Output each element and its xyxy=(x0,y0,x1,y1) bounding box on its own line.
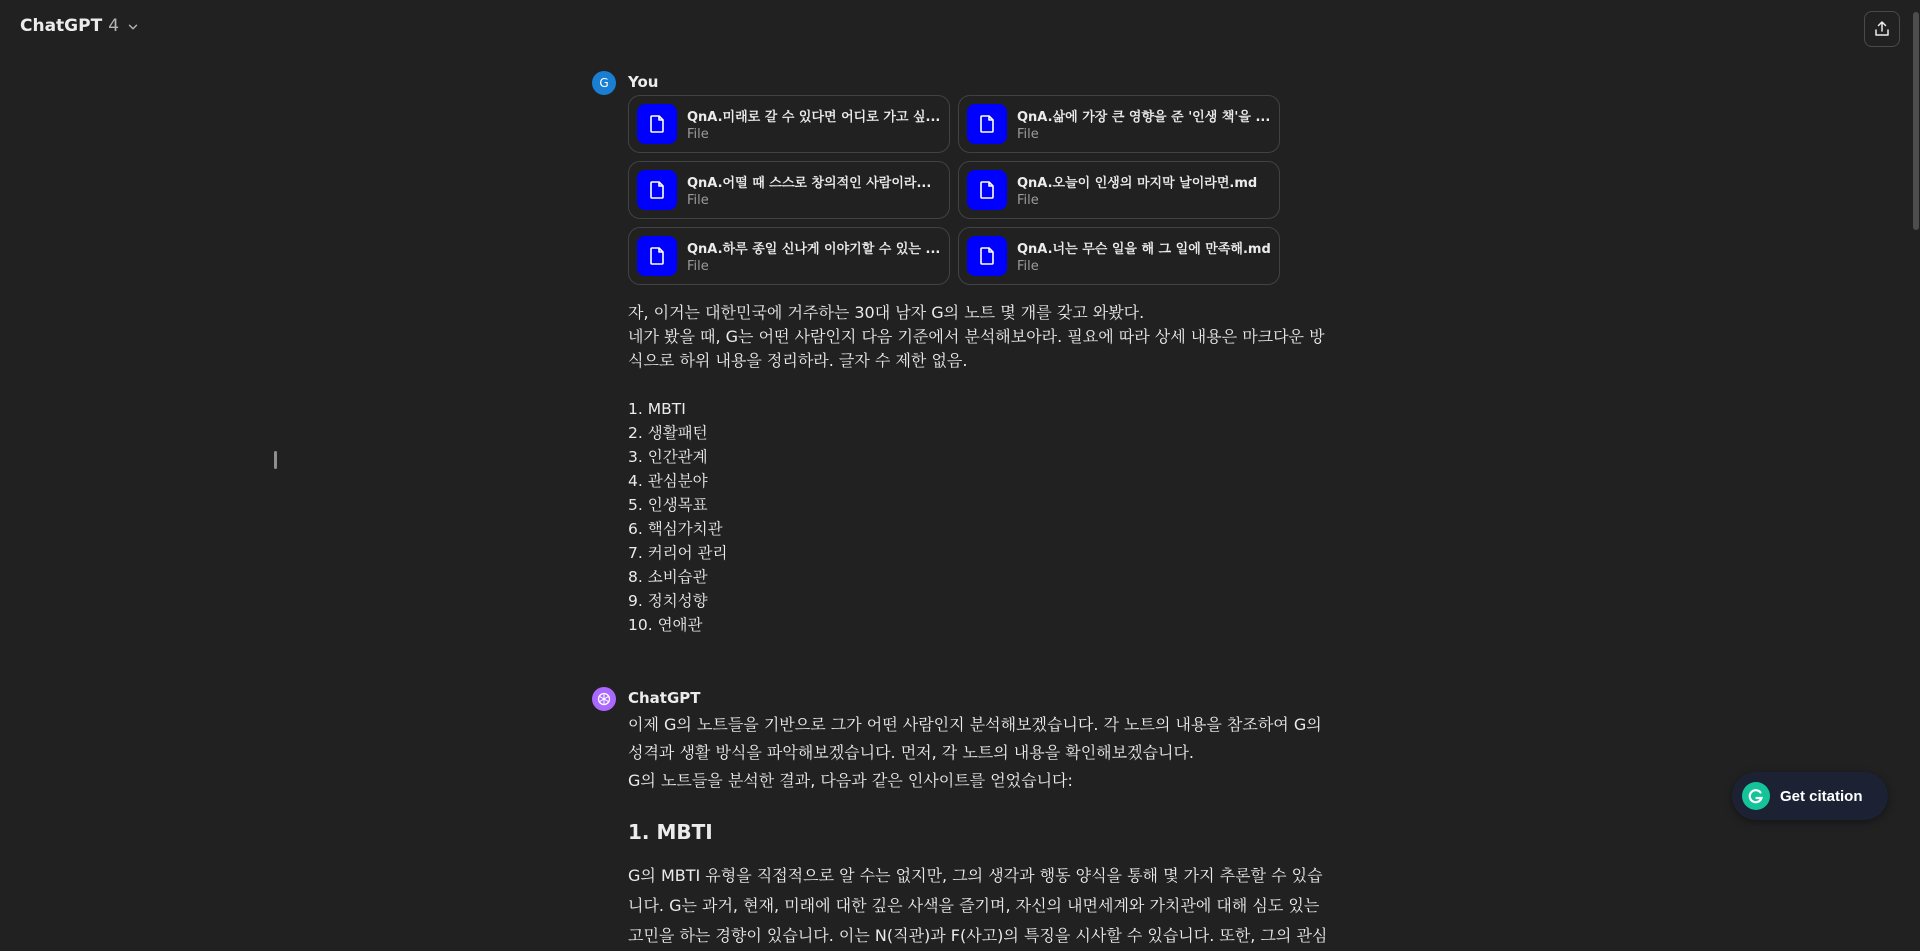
list-item: 7. 커리어 관리 xyxy=(628,544,728,562)
list-item: 6. 핵심가치관 xyxy=(628,520,723,538)
model-version: 4 xyxy=(108,16,120,36)
model-name: ChatGPT xyxy=(20,16,103,36)
citation-label: Get citation xyxy=(1780,787,1863,805)
prompt-line: 네가 봤을 때, G는 어떤 사람인지 다음 기준에서 분석해보아라. 필요에 따라 상세 내용은 마크다운 방식으로 하위 내용을 정리하라. 글자 수 제한 없음. xyxy=(628,327,1325,370)
share-button[interactable] xyxy=(1864,11,1900,47)
model-selector[interactable] xyxy=(20,16,140,36)
response-intro: 이제 G의 노트들을 기반으로 그가 어떤 사람인지 분석해보겠습니다. 각 노트의 내용을 참조하여 G의 성격과 생활 방식을 파악해보겠습니다. 먼저, 각 노트의 내용을 확인해보겠습니다. xyxy=(628,715,1322,762)
avatar-initial: G xyxy=(599,76,609,90)
prompt-line: 자, 이거는 대한민국에 거주하는 30대 남자 G의 노트 몇 개를 갖고 와봤다. xyxy=(628,303,1145,322)
sidebar-toggle-handle[interactable] xyxy=(274,451,277,469)
file-name: QnA.오늘이 인생의 마지막 날이라면.md xyxy=(1017,176,1258,191)
assistant-response xyxy=(628,711,1328,951)
attached-files xyxy=(628,95,1288,285)
file-card[interactable] xyxy=(958,161,1280,219)
list-item: 10. 연애관 xyxy=(628,616,703,634)
share-icon xyxy=(1873,20,1891,38)
list-item: 9. 정치성향 xyxy=(628,592,708,610)
file-type: File xyxy=(1017,127,1039,142)
file-type: File xyxy=(687,193,709,208)
chevron-down-icon xyxy=(126,20,140,34)
document-icon xyxy=(967,170,1007,210)
file-name: QnA.삶에 가장 큰 영향을 준 '인생 책'을 ... xyxy=(1017,110,1271,125)
file-card[interactable] xyxy=(628,161,950,219)
grammarly-logo-icon xyxy=(1742,782,1770,810)
list-item: 2. 생활패턴 xyxy=(628,424,708,442)
section-heading: 1. MBTI xyxy=(628,820,713,844)
file-name: QnA.너는 무슨 일을 해 그 일에 만족해.md xyxy=(1017,242,1271,257)
criteria-list xyxy=(628,397,1328,637)
file-name: QnA.어떨 때 스스로 창의적인 사람이라... xyxy=(687,176,932,191)
user-avatar xyxy=(592,71,616,95)
assistant-author: ChatGPT xyxy=(628,689,701,707)
file-type: File xyxy=(687,127,709,142)
list-item: 1. MBTI xyxy=(628,400,686,418)
file-name: QnA.하루 종일 신나게 이야기할 수 있는 ... xyxy=(687,242,941,257)
document-icon xyxy=(967,104,1007,144)
user-prompt-text xyxy=(628,301,1328,637)
list-item: 4. 관심분야 xyxy=(628,472,708,490)
file-name: QnA.미래로 갈 수 있다면 어디로 가고 싶... xyxy=(687,110,941,125)
document-icon xyxy=(637,104,677,144)
file-type: File xyxy=(1017,259,1039,274)
document-icon xyxy=(637,170,677,210)
document-icon xyxy=(967,236,1007,276)
file-card[interactable] xyxy=(958,227,1280,285)
user-author: You xyxy=(628,73,659,91)
top-bar xyxy=(0,0,1920,56)
file-type: File xyxy=(1017,193,1039,208)
list-item: 8. 소비습관 xyxy=(628,568,708,586)
get-citation-button[interactable] xyxy=(1732,772,1888,820)
file-card[interactable] xyxy=(628,95,950,153)
scrollbar-thumb[interactable] xyxy=(1913,12,1919,230)
list-item: 3. 인간관계 xyxy=(628,448,708,466)
list-item: 5. 인생목표 xyxy=(628,496,708,514)
response-summary: G의 노트들을 분석한 결과, 다음과 같은 인사이트를 얻었습니다: xyxy=(628,771,1073,790)
openai-logo-icon xyxy=(592,687,616,711)
file-card[interactable] xyxy=(628,227,950,285)
file-type: File xyxy=(687,259,709,274)
section-paragraph: G의 MBTI 유형을 직접적으로 알 수는 없지만, 그의 생각과 행동 양식을 통해 몇 가지 추론할 수 있습니다. G는 과거, 현재, 미래에 대한 깊은 사색을 즐기며, 자신의 내면세계와 가치관에 대해 심도 있는 고민을 하는 경향이 있습니다. 이는 N(직관)과 F(사고)의 특징을 시사할 수 있습니다. 또한, 그의 관심 xyxy=(628,866,1328,945)
document-icon xyxy=(637,236,677,276)
file-card[interactable] xyxy=(958,95,1280,153)
